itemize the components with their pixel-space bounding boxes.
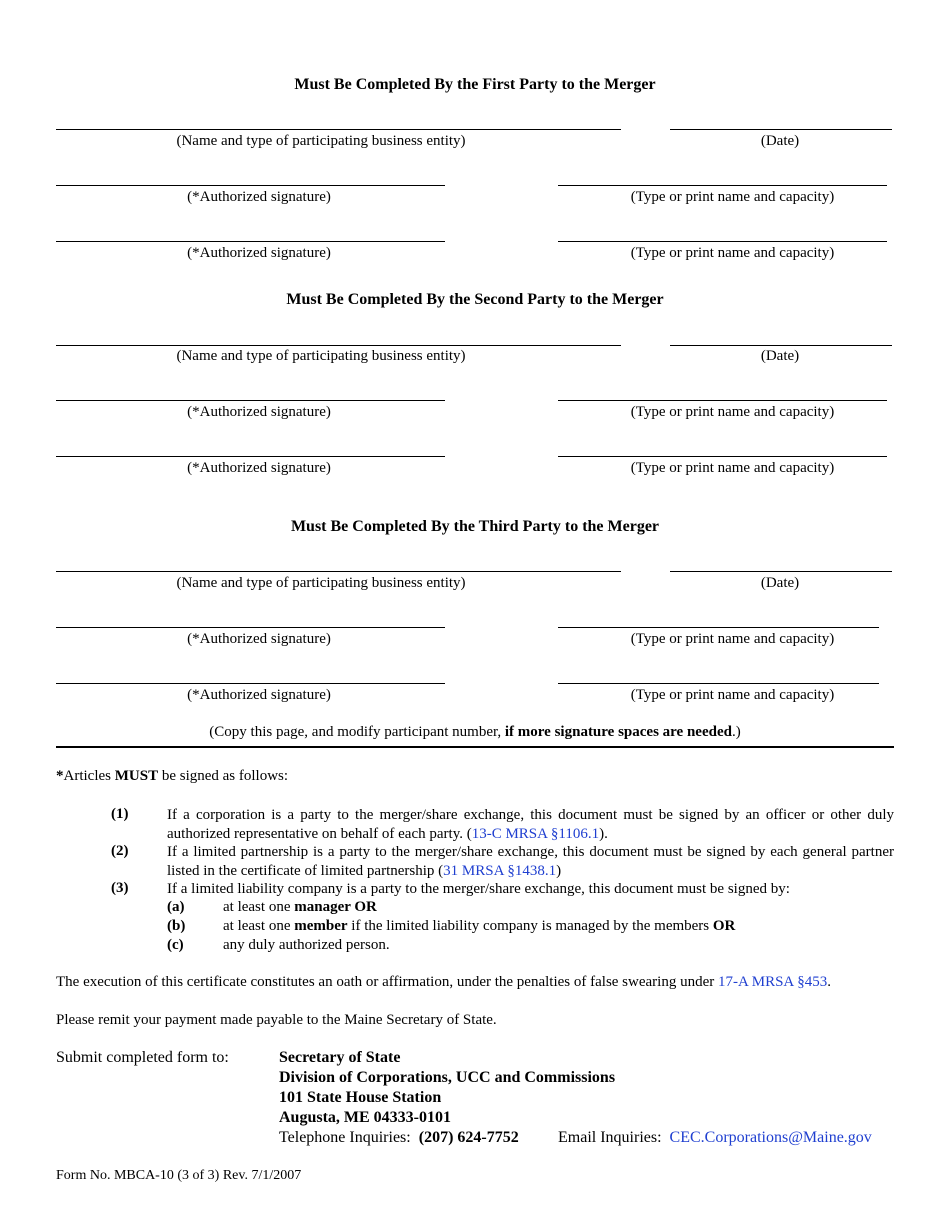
phone-number: (207) 624-7752 — [418, 1129, 519, 1146]
payment-instruction: Please remit your payment made payable to the Maine Secretary of State. — [56, 1012, 497, 1028]
section-divider — [56, 746, 894, 748]
print-name-line-2a[interactable] — [558, 400, 887, 401]
signature-caption-3b: (*Authorized signature) — [187, 687, 331, 703]
section-2-heading: Must Be Completed By the Second Party to the Merger — [286, 291, 664, 308]
entity-caption-1: (Name and type of participating business entity) — [176, 133, 466, 149]
signature-caption-1a: (*Authorized signature) — [187, 189, 331, 205]
address-city: Augusta, ME 04333-0101 — [279, 1109, 452, 1126]
print-name-caption-3b: (Type or print name and capacity) — [630, 687, 835, 703]
print-name-caption-1b: (Type or print name and capacity) — [630, 245, 835, 261]
date-line-3[interactable] — [670, 571, 892, 572]
signature-caption-1b: (*Authorized signature) — [187, 245, 331, 261]
telephone-inquiries: Telephone Inquiries: (207) 624-7752 — [279, 1129, 519, 1146]
date-caption-1: (Date) — [760, 133, 800, 149]
print-name-line-3a[interactable] — [558, 627, 879, 628]
print-name-caption-2a: (Type or print name and capacity) — [630, 404, 835, 420]
instruction-item: If a corporation is a party to the merger/share exchange, this document must be signed by an officer or other duly authorized representative on behalf of each party. (13-C MRSA §1106.1). — [167, 807, 894, 842]
instruction-item: If a limited partnership is a party to the merger/share exchange, this document must be signed by each general partner listed in the certificate of limited partnership (31 MRSA §1438.1) — [167, 844, 894, 879]
subitem-label: (b) — [167, 918, 186, 934]
section-3-heading: Must Be Completed By the Third Party to the Merger — [290, 518, 660, 535]
statute-link-17a[interactable]: 17-A MRSA §453 — [718, 974, 828, 990]
entity-caption-2: (Name and type of participating business entity) — [176, 348, 466, 364]
print-name-line-1b[interactable] — [558, 241, 887, 242]
section-1-heading: Must Be Completed By the First Party to the Merger — [294, 76, 656, 93]
address-recipient: Secretary of State — [279, 1049, 401, 1066]
address-station: 101 State House Station — [279, 1089, 442, 1106]
statute-link-31[interactable]: 31 MRSA §1438.1 — [443, 863, 557, 879]
submit-label: Submit completed form to: — [56, 1049, 229, 1066]
signature-line-1b[interactable] — [56, 241, 445, 242]
print-name-line-1a[interactable] — [558, 185, 887, 186]
signature-line-3a[interactable] — [56, 627, 445, 628]
date-line-1[interactable] — [670, 129, 892, 130]
signature-line-2a[interactable] — [56, 400, 445, 401]
instruction-item: If a limited liability company is a party to the merger/share exchange, this document must be signed by: — [167, 881, 790, 897]
form-number-footer: Form No. MBCA-10 (3 of 3) Rev. 7/1/2007 — [56, 1168, 302, 1183]
entity-name-line-3[interactable] — [56, 571, 621, 572]
entity-name-line-2[interactable] — [56, 345, 621, 346]
print-name-caption-3a: (Type or print name and capacity) — [630, 631, 835, 647]
print-name-caption-2b: (Type or print name and capacity) — [630, 460, 835, 476]
subitem-text: at least one member if the limited liability company is managed by the members OR — [223, 918, 736, 934]
print-name-line-3b[interactable] — [558, 683, 879, 684]
print-name-caption-1a: (Type or print name and capacity) — [630, 189, 835, 205]
item-number: (2) — [111, 843, 129, 859]
signature-line-2b[interactable] — [56, 456, 445, 457]
item-number: (1) — [111, 806, 129, 822]
signature-line-3b[interactable] — [56, 683, 445, 684]
oath-statement: The execution of this certificate constitutes an oath or affirmation, under the penalties of false swearing under 17-A MRSA §453. — [56, 974, 831, 990]
subitem-text: any duly authorized person. — [223, 937, 390, 953]
subitem-label: (c) — [167, 937, 184, 953]
date-caption-2: (Date) — [760, 348, 800, 364]
date-line-2[interactable] — [670, 345, 892, 346]
articles-signing-intro: *Articles MUST be signed as follows: — [56, 768, 289, 784]
entity-caption-3: (Name and type of participating business entity) — [176, 575, 466, 591]
subitem-text: at least one manager OR — [223, 899, 377, 915]
item-number: (3) — [111, 880, 129, 896]
address-division: Division of Corporations, UCC and Commissions — [279, 1069, 616, 1086]
date-caption-3: (Date) — [760, 575, 800, 591]
signature-caption-2b: (*Authorized signature) — [187, 460, 331, 476]
statute-link-13c[interactable]: 13-C MRSA §1106.1 — [471, 826, 600, 842]
signature-caption-2a: (*Authorized signature) — [187, 404, 331, 420]
entity-name-line-1[interactable] — [56, 129, 621, 130]
email-inquiries: Email Inquiries: CEC.Corporations@Maine.gov — [558, 1129, 872, 1146]
email-link[interactable]: CEC.Corporations@Maine.gov — [669, 1129, 872, 1146]
print-name-line-2b[interactable] — [558, 456, 887, 457]
signature-line-1a[interactable] — [56, 185, 445, 186]
signature-caption-3a: (*Authorized signature) — [187, 631, 331, 647]
copy-page-note: (Copy this page, and modify participant number, if more signature spaces are needed.) — [209, 724, 741, 740]
subitem-label: (a) — [167, 899, 185, 915]
